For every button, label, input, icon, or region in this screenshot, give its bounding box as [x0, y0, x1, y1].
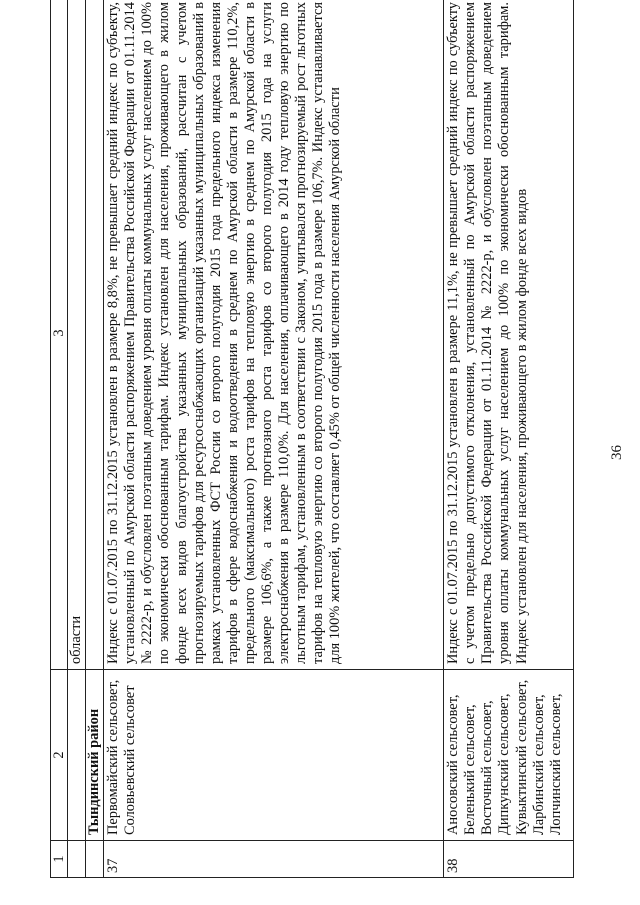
- row-number: 37: [104, 841, 444, 878]
- column-header-3: 3: [51, 0, 68, 670]
- page-number: 36: [609, 445, 625, 460]
- column-header-1: 1: [51, 841, 68, 878]
- table-header-row: [51, 0, 68, 878]
- row-description: Индекс с 01.07.2015 по 31.12.2015 установлен в размере 11,1%, не превышает средний индекс по субъекту с учетом предельно допустимого отклонения, установленный по Амурской области распоряжением Правительства Российской Федерации от 01.11.2014 № 2222-р, и обусловлен поэтапным доведением уровня оплаты коммунальных услуг населением до 100% по экономически обоснованным тарифам. Индекс установлен для населения, проживающего в жилом фонде всех видов: [444, 0, 574, 670]
- municipality-list: Первомайский сельсовет, Соловьевский сельсовет: [105, 679, 139, 835]
- district-name: Тындинский район: [86, 670, 104, 841]
- row-number: 38: [444, 841, 574, 878]
- tariff-index-table: [50, 0, 574, 878]
- continuation-text: области: [68, 0, 86, 670]
- table-row: [444, 0, 574, 878]
- table-row: [104, 0, 444, 878]
- continuation-row: [68, 0, 86, 878]
- row-description: Индекс с 01.07.2015 по 31.12.2015 установлен в размере 8,8%, не превышает средний индекс по субъекту, установленный по Амурской области распоряжением Правительства Российской Федерации от 01.11.2014 № 2222-р, и обусловлен поэтапным доведением уровня оплаты коммунальных услуг населением до 100% по экономически обоснованным тарифам. Индекс установлен для населения, проживающего в жилом фонде всех видов благоустройства указанных муниципальных образований, рассчитан с учетом прогнозируемых тарифов для ресурсоснабжающих организаций указанных муниципальных образований в рамках установленных ФСТ России со второго полугодия 2015 года предельного индекса изменения тарифов в сфере водоснабжения и водоотведения в среднем по Амурской области в размере 110,2%, предельного (максимального) роста тарифов на тепловую энергию в среднем по Амурской области в размере 106,6%, а также прогнозного роста тарифов со второго полугодия 2015 года на услуги электроснабжения в размере 110,0%. Для населения, оплачивающего в 2014 году тепловую энергию по льготным тарифам, установленным в соответствии с Законом, учитывался прогнозируемый рост льготных тарифов на тепловую энергию со второго полугодия 2015 года в размере 106,7%. Индекс устанавливается для 100% жителей, что составляет 0,45% от общей численности населения Амурской области: [104, 0, 444, 670]
- column-header-2: 2: [51, 670, 68, 841]
- district-row: [86, 0, 104, 878]
- municipality-list: Аносовский сельсовет, Беленький сельсовет, Восточный сельсовет, Дипкунский сельсовет, Кувыктинский сельсовет, Ларбинский сельсовет, Лопчинский сельсовет,: [445, 679, 564, 835]
